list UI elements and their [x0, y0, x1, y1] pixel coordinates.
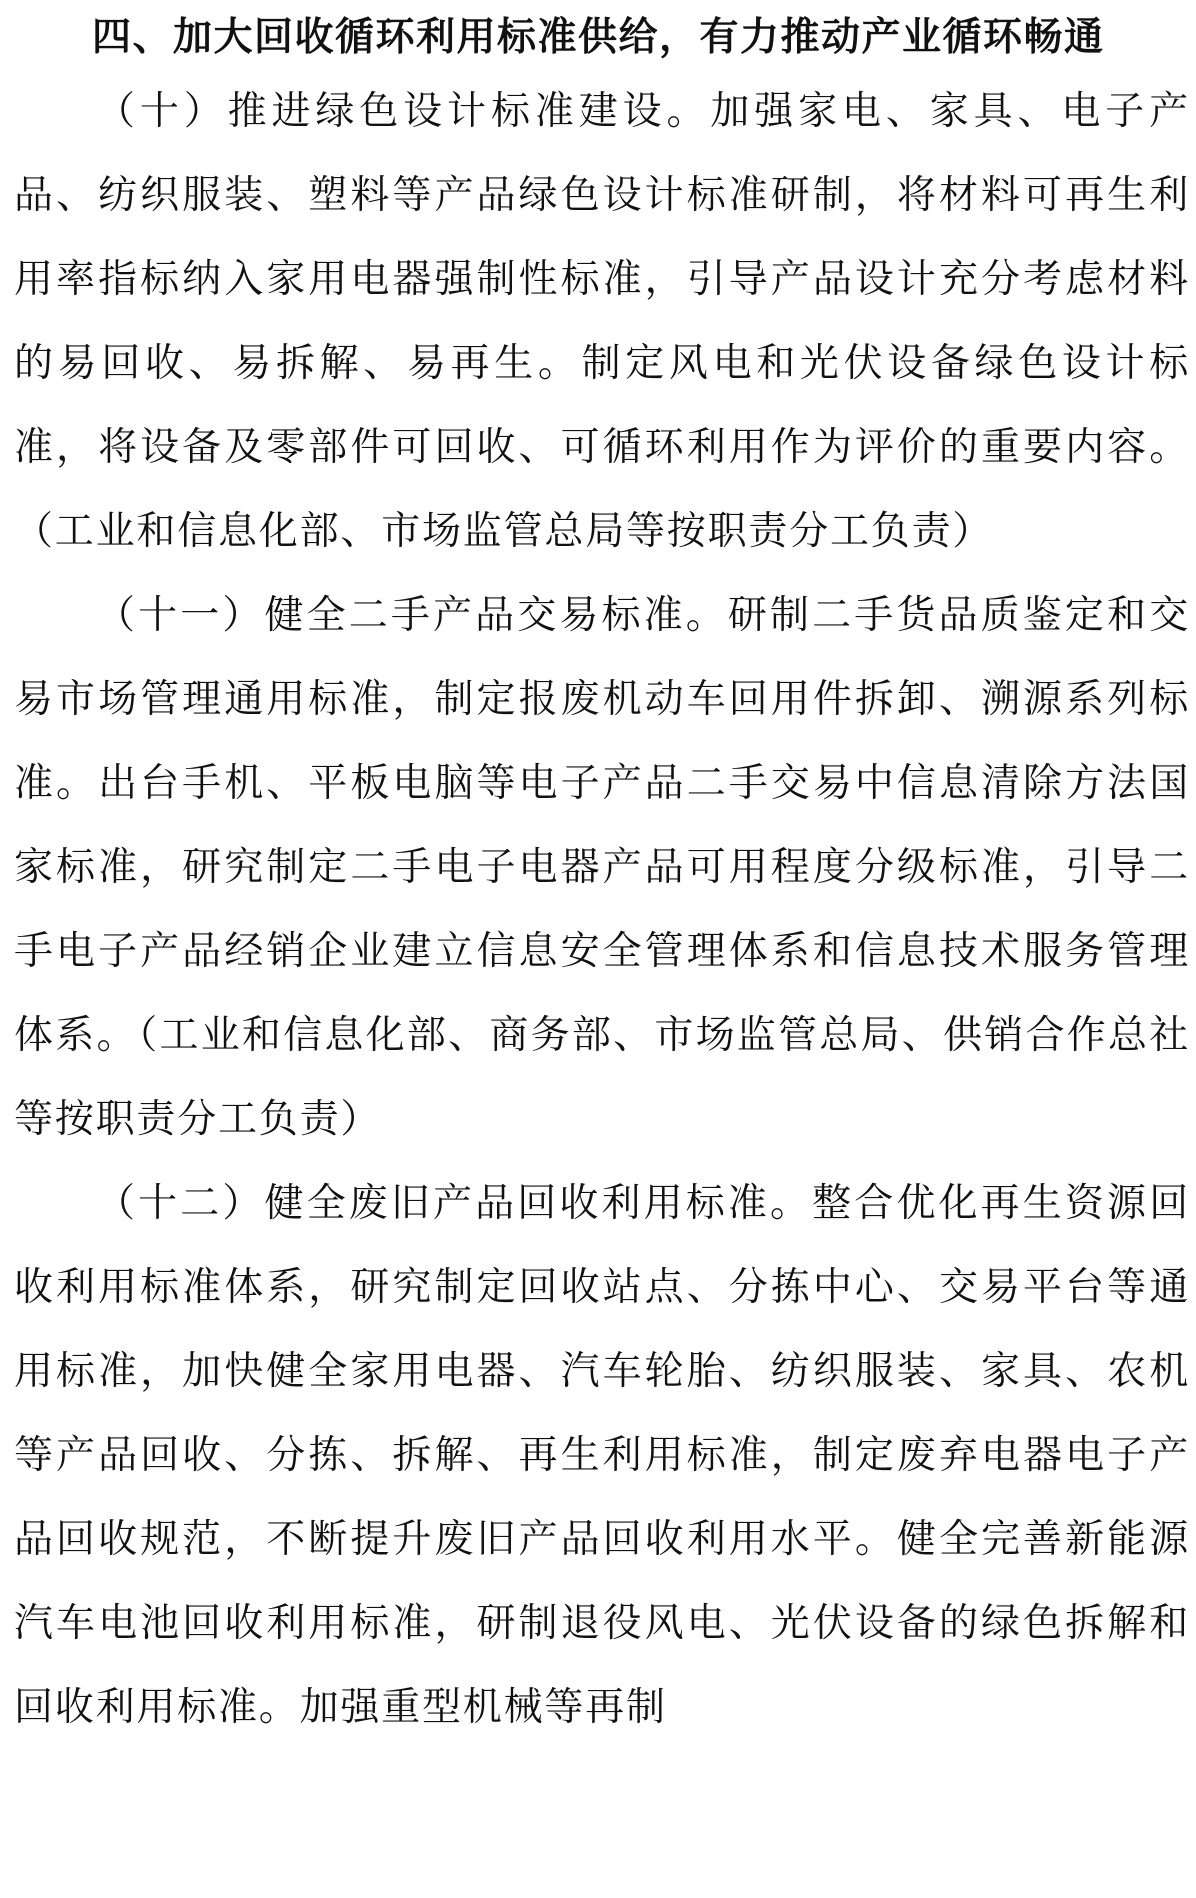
section-heading: 四、加大回收循环利用标准供给，有力推动产业循环畅通 — [92, 15, 1105, 60]
paragraph-10: （十）推进绿色设计标准建设。加强家电、家具、电子产品、纺织服装、塑料等产品绿色设计标准研制，将材料可再生利用率指标纳入家用电器强制性标准，引导产品设计充分考虑材料的易回收、易拆解、易再生。制定风电和光伏设备绿色设计标准，将设备及零部件可回收、可循环利用作为评价的重要内容。（工业和信息化部、市场监管总局等按职责分工负责） — [14, 89, 1190, 554]
paragraph-11: （十一）健全二手产品交易标准。研制二手货品质鉴定和交易市场管理通用标准，制定报废机动车回用件拆卸、溯源系列标准。出台手机、平板电脑等电子产品二手交易中信息清除方法国家标准，研究制定二手电子电器产品可用程度分级标准，引导二手电子产品经销企业建立信息安全管理体系和信息技术服务管理体系。（工业和信息化部、商务部、市场监管总局、供销合作总社等按职责分工负责） — [14, 593, 1190, 1142]
paragraph-12: （十二）健全废旧产品回收利用标准。整合优化再生资源回收利用标准体系，研究制定回收站点、分拣中心、交易平台等通用标准，加快健全家用电器、汽车轮胎、纺织服装、家具、农机等产品回收、分拣、拆解、再生利用标准，制定废弃电器电子产品回收规范，不断提升废旧产品回收利用水平。健全完善新能源汽车电池回收利用标准，研制退役风电、光伏设备的绿色拆解和回收利用标准。加强重型机械等再制 — [14, 1181, 1190, 1730]
